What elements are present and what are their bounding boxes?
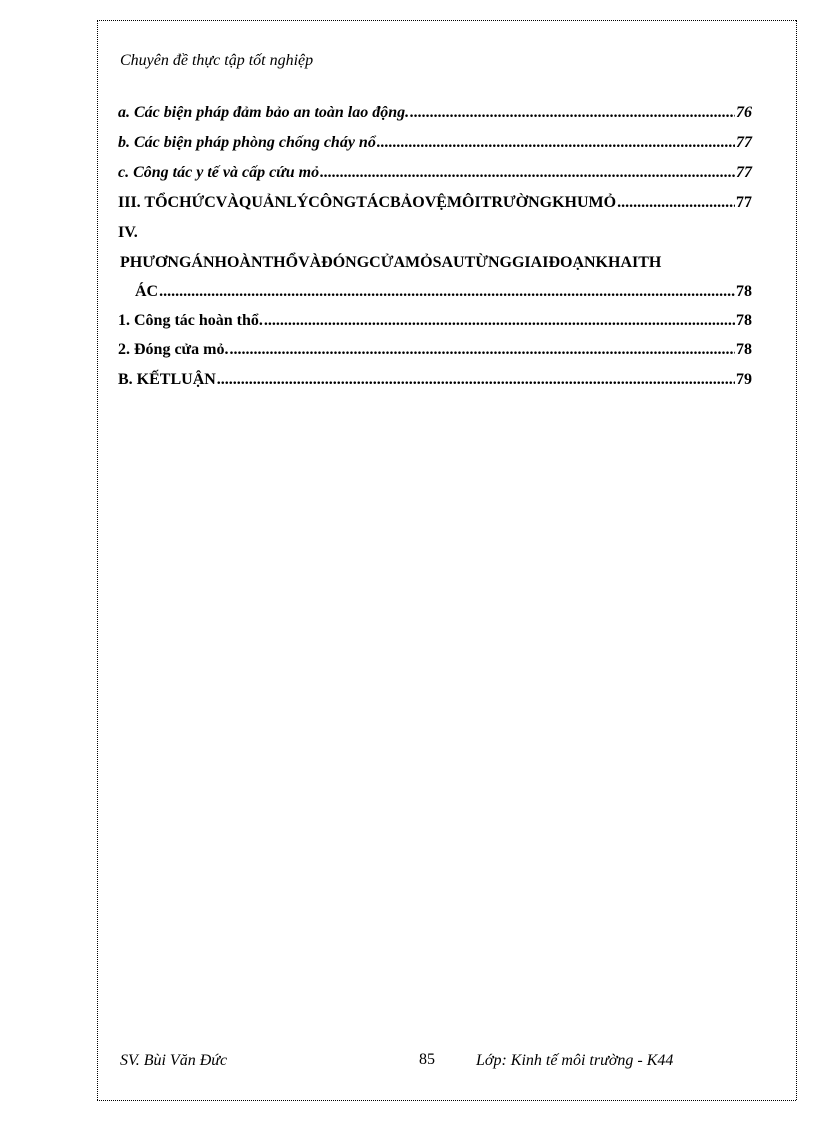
toc-entry-page: 77 — [736, 194, 752, 211]
page-border-left — [97, 20, 98, 1100]
page-border-right — [796, 20, 797, 1100]
toc-entry-page: 78 — [736, 283, 752, 300]
toc-dot-leader — [159, 283, 735, 301]
toc-entry-page: 76 — [736, 104, 752, 121]
toc-entry-safety-measures[interactable] — [118, 104, 752, 126]
toc-entry-mine-closure[interactable] — [118, 341, 752, 363]
toc-entry-label: a. Các biện pháp đảm bảo an toàn lao động. — [118, 104, 410, 121]
toc-entry-label: c. Công tác y tế và cấp cứu mỏ — [118, 164, 320, 181]
toc-entry-label: b. Các biện pháp phòng chống cháy nổ — [118, 134, 376, 151]
toc-entry-fire-prevention[interactable] — [118, 134, 752, 156]
toc-dot-leader — [320, 164, 735, 182]
toc-dot-leader — [410, 104, 735, 122]
toc-dot-leader — [377, 134, 735, 152]
toc-entry-label: III. TỔCHỨCVÀQUẢNLÝCÔNGTÁCBẢOVỆMÔITRƯỜNGKHUMỎ — [118, 194, 617, 211]
toc-dot-leader — [217, 371, 735, 389]
toc-entry-page: 79 — [736, 371, 752, 388]
toc-entry-page: 77 — [736, 134, 752, 151]
toc-entry-land-restoration[interactable] — [118, 312, 752, 334]
toc-entry-environment-management[interactable] — [118, 194, 752, 216]
toc-entry-label: ÁC — [135, 283, 159, 300]
toc-entry-label: B. KẾTLUẬN — [118, 371, 216, 388]
page-border-bottom — [97, 1100, 796, 1101]
toc-entry-medical-rescue[interactable] — [118, 164, 752, 186]
footer-class-info: Lớp: Kinh tế môi trường - K44 — [476, 1052, 674, 1069]
toc-entry-page: 78 — [736, 312, 752, 329]
toc-entry-label: 1. Công tác hoàn thổ. — [118, 312, 263, 329]
toc-dot-leader — [229, 341, 735, 359]
page-border-top — [97, 20, 796, 21]
toc-entry-iv-continuation[interactable] — [135, 283, 752, 305]
toc-dot-leader — [264, 312, 735, 330]
document-header: Chuyên đề thực tập tốt nghiệp — [120, 52, 314, 69]
toc-dot-leader — [617, 194, 735, 212]
toc-entry-page: 78 — [736, 341, 752, 358]
toc-entry-label: 2. Đóng cửa mỏ. — [118, 341, 229, 358]
footer-student-name: SV. Bùi Văn Đức — [120, 1052, 228, 1069]
toc-entry-iv-number: IV. — [118, 224, 138, 241]
toc-entry-conclusion[interactable] — [118, 371, 752, 393]
toc-entry-page: 77 — [736, 164, 752, 181]
footer-page-number: 85 — [419, 1051, 435, 1068]
toc-entry-iv-title[interactable]: PHƯƠNGÁNHOÀNTHỔVÀĐÓNGCỬAMỎSAUTỪNGGIAIĐOẠNKHAITH — [120, 254, 662, 271]
